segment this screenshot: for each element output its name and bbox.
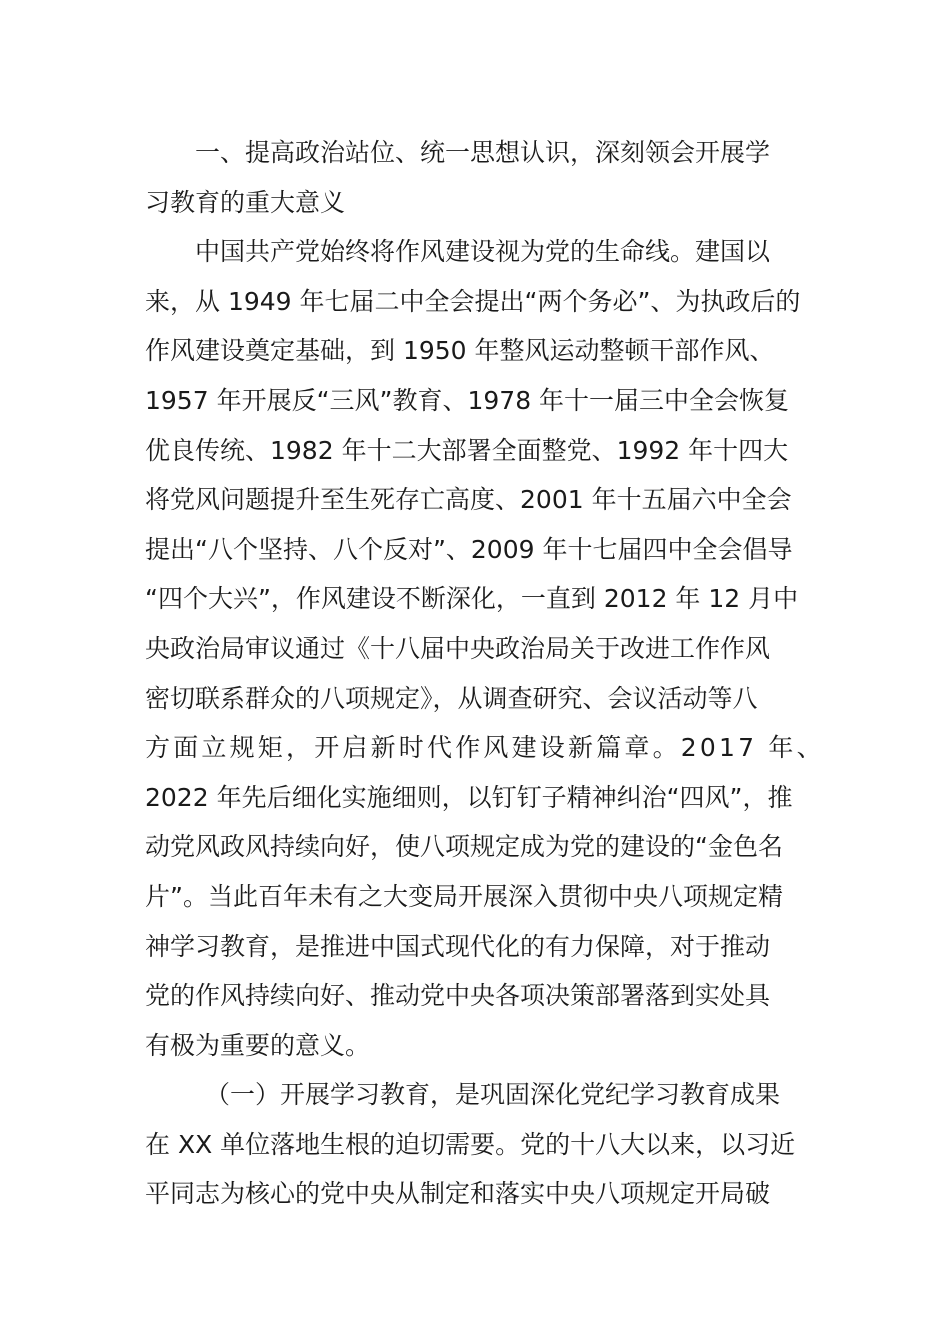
- paragraph-1-line-6: 将党风问题提升至生死存亡高度、2001 年十五届六中全会: [145, 485, 792, 515]
- paragraph-2-line-1: （一）开展学习教育，是巩固深化党纪学习教育成果: [205, 1080, 781, 1110]
- paragraph-1-line-5: 优良传统、1982 年十二大部署全面整党、1992 年十四大: [145, 435, 789, 465]
- paragraph-1-line-17: 有极为重要的意义。: [145, 1030, 371, 1060]
- paragraph-1-line-15: 神学习教育，是推进中国式现代化的有力保障，对于推动: [145, 931, 771, 961]
- paragraph-1-line-3: 作风建设奠定基础，到 1950 年整风运动整顿干部作风、: [145, 336, 775, 366]
- paragraph-2-line-2: 在 XX 单位落地生根的迫切需要。党的十八大以来，以习近: [145, 1129, 796, 1159]
- paragraph-1-line-14: 片”。当此百年未有之大变局开展深入贯彻中央八项规定精: [145, 881, 783, 911]
- paragraph-1-line-11: 方面立规矩，开启新时代作风建设新篇章。2017 年、: [145, 733, 825, 763]
- paragraph-1-line-1: 中国共产党始终将作风建设视为党的生命线。建国以: [195, 237, 771, 267]
- paragraph-1-line-9: 央政治局审议通过《十八届中央政治局关于改进工作作风: [145, 633, 771, 663]
- paragraph-1-line-12: 2022 年先后细化实施细则，以钉钉子精神纠治“四风”，推: [145, 782, 793, 812]
- paragraph-2-line-3: 平同志为核心的党中央从制定和落实中央八项规定开局破: [145, 1179, 771, 1209]
- paragraph-1-line-7: 提出“八个坚持、八个反对”、2009 年十七届四中全会倡导: [145, 534, 793, 564]
- document-body: [145, 128, 825, 1219]
- paragraph-1-line-2: 来，从 1949 年七届二中全会提出“两个务必”、为执政后的: [145, 286, 801, 316]
- section-heading-line-1: 一、提高政治站位、统一思想认识，深刻领会开展学: [195, 138, 771, 167]
- paragraph-1-line-13: 动党风政风持续向好，使八项规定成为党的建设的“金色名: [145, 832, 783, 862]
- paragraph-1-line-10: 密切联系群众的八项规定》，从调查研究、会议活动等八: [145, 683, 758, 713]
- section-heading-line-2: 习教育的重大意义: [145, 187, 346, 217]
- paragraph-1-line-16: 党的作风持续向好、推动党中央各项决策部署落到实处具: [145, 981, 771, 1011]
- paragraph-1-line-8: “四个大兴”，作风建设不断深化，一直到 2012 年 12 月中: [145, 584, 799, 614]
- paragraph-1-line-4: 1957 年开展反“三风”教育、1978 年十一届三中全会恢复: [145, 385, 790, 415]
